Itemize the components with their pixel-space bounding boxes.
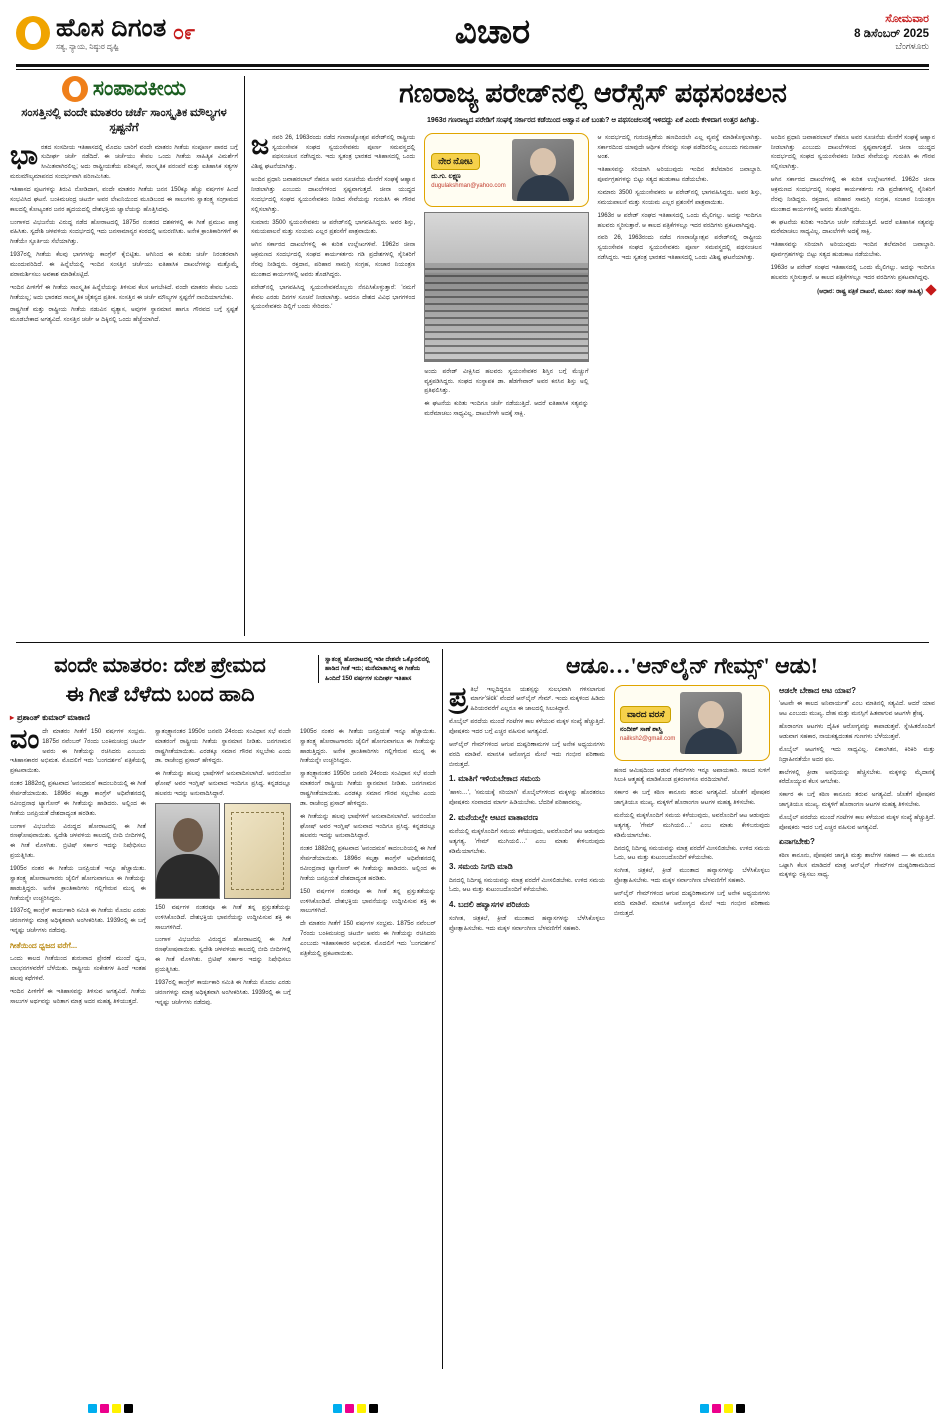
paragraph: ಬಂಗಾಳ ವಿಭಜನೆಯ ವಿರುದ್ಧದ ಹೋರಾಟದಲ್ಲಿ ಈ ಗೀತೆ ರಣಘೋಷವಾಯಿತು. ಸ್ವದೇಶಿ ಚಳವಳಿಯ ಕಾಲದಲ್ಲಿ ಬೀದಿ ಬೀದಿಗಳಲ್ಲಿ ಈ ಗೀತೆ ಮೊಳಗಿತು. ಬ್ರಿಟಿಷ್ ಸರ್ಕಾರ ಇದನ್ನು ನಿಷೇಧಿಸಲು ಪ್ರಯತ್ನಿಸಿತು. <box>10 822 146 860</box>
paragraph: ಬಂಗಾಳ ವಿಭಜನೆಯ ವಿರುದ್ಧದ ಹೋರಾಟದಲ್ಲಿ ಈ ಗೀತೆ ರಣಘೋಷವಾಯಿತು. ಸ್ವದೇಶಿ ಚಳವಳಿಯ ಕಾಲದಲ್ಲಿ ಬೀದಿ ಬೀದಿಗಳಲ್ಲಿ ಈ ಗೀತೆ ಮೊಳಗಿತು. ಬ್ರಿಟಿಷ್ ಸರ್ಕಾರ ಇದನ್ನು ನಿಷೇಧಿಸಲು ಪ್ರಯತ್ನಿಸಿತು. <box>154 936 291 974</box>
tip-item <box>449 812 605 857</box>
edition-number: ೦೯ <box>172 21 196 44</box>
paragraph: ಪರೇಡ್‌ನಲ್ಲಿ ಭಾಗವಹಿಸಿದ್ದ ಸ್ವಯಂಸೇವಕರೊಬ್ಬರು ನೆನಪಿಸಿಕೊಳ್ಳುತ್ತಾರೆ: 'ನಮಗೆ ಕೇವಲ ಎರಡು ದಿನಗಳ ಸೂಚನೆ ನೀಡಲಾಗಿತ್ತು. ಆದರೂ ದೇಶದ ವಿವಿಧ ಭಾಗಗಳಿಂದ ಸ್ವಯಂಸೇವಕರು ದಿಲ್ಲಿಗೆ ಬಂದು ಸೇರಿದರು.' <box>251 283 416 311</box>
paragraph: ಅಂದಿನ ಪ್ರಧಾನಿ ಜವಾಹರಲಾಲ್ ನೆಹರೂ ಅವರ ಸೂಚನೆಯ ಮೇರೆಗೆ ಸಂಘಕ್ಕೆ ಆಹ್ವಾನ ನೀಡಲಾಗಿತ್ತು ಎಂಬುದು ದಾಖಲೆಗಳಿಂದ ಸ್ಪಷ್ಟವಾಗುತ್ತದೆ. ಚೀನಾ ಯುದ್ಧದ ಸಂದರ್ಭದಲ್ಲಿ ಸಂಘದ ಸ್ವಯಂಸೇವಕರು ನೀಡಿದ ಸೇವೆಯನ್ನು ಗುರುತಿಸಿ ಈ ಗೌರವ ಸಲ್ಲಿಸಲಾಗಿತ್ತು. <box>770 133 935 171</box>
br-col-1 <box>449 681 605 937</box>
column-divider <box>442 649 443 1369</box>
story-headline: ಆಡೂ…'ಆನ್‌ಲೈನ್ ಗೇಮ್ಸ್' ಆಡು! <box>565 652 818 678</box>
column-divider <box>244 76 245 636</box>
bl-col-2 <box>155 727 291 1011</box>
black-mark <box>736 1404 745 1413</box>
paragraph: ಇತಿಹಾಸವನ್ನು ಸರಿಯಾಗಿ ಅರಿಯುವುದು ಇಂದಿನ ತಲೆಮಾರಿನ ಜವಾಬ್ದಾರಿ. ಪೂರ್ವಗ್ರಹಗಳನ್ನು ಬಿಟ್ಟು ಸತ್ಯದ ಹುಡುಕಾಟ ನಡೆಯಬೇಕು. <box>597 166 762 184</box>
story-note: ಸ್ವಾತಂತ್ರ್ಯ ಹೋರಾಟದಲ್ಲಿ ಇಡೀ ದೇಶವೇ ಒಕ್ಕೊರಲಿನಲ್ಲಿ ಹಾಡಿದ ಗೀತೆ ಇದು; ಮನೆಮಾತಾಗಿದ್ದ ಈ ಗೀತೆಯ ಹಿಂದಿದೆ 150 ವರ್ಷಗಳ ಸುದೀರ್ಘ ಇತಿಹಾಸ <box>318 655 436 684</box>
magenta-mark <box>712 1404 721 1413</box>
paragraph: 1963ರ ಆ ಪರೇಡ್ ಸಂಘದ ಇತಿಹಾಸದಲ್ಲಿ ಒಂದು ಮೈಲಿಗಲ್ಲು. ಅದನ್ನು ಇಂದಿಗೂ ಹಲವರು ಸ್ಮರಿಸುತ್ತಾರೆ. ಆ ಕಾಲದ ಪತ್ರಿಕೆಗಳಲ್ಲೂ ಇದರ ವರದಿಗಳು ಪ್ರಕಟವಾಗಿದ್ದವು. <box>770 264 935 281</box>
paragraph: 1963ರ ಆ ಪರೇಡ್ ಸಂಘದ ಇತಿಹಾಸದಲ್ಲಿ ಒಂದು ಮೈಲಿಗಲ್ಲು. ಅದನ್ನು ಇಂದಿಗೂ ಹಲವರು ಸ್ಮರಿಸುತ್ತಾರೆ. ಆ ಕಾಲದ ಪತ್ರಿಕೆಗಳಲ್ಲೂ ಇದರ ವರದಿಗಳು ಪ್ರಕಟವಾಗಿದ್ದವು. <box>597 211 762 229</box>
section-title: ವಿಚಾರ <box>454 14 531 51</box>
paragraph: 1937ರಲ್ಲಿ ಗೀತೆಯ ಕೆಲವು ಭಾಗಗಳನ್ನು ಕಾಂಗ್ರೆಸ್ ಕೈಬಿಟ್ಟಿತು. ಆಗಿನಿಂದ ಈ ಕುರಿತು ಚರ್ಚೆ ನಿರಂತರವಾಗಿ ಮುಂದುವರಿದಿದೆ. ಈ ಹಿನ್ನೆಲೆಯಲ್ಲಿ ಇಂದಿನ ಸಂಸತ್ತಿನ ಚರ್ಚೆಯು ಐತಿಹಾಸಿಕ ದಾಖಲೆಗಳನ್ನು ಮತ್ತೊಮ್ಮೆ ಪರಾಮರ್ಶಿಸಲು ಅವಕಾಶ ಮಾಡಿಕೊಟ್ಟಿದೆ. <box>10 251 238 278</box>
online-games-story <box>449 649 935 1369</box>
story-headline-line1: ವಂದೇ ಮಾತರಂ: ದೇಶ ಪ್ರೇಮದ <box>54 652 266 677</box>
paragraph: 1937ರಲ್ಲಿ ಕಾಂಗ್ರೆಸ್ ಕಾರ್ಯಕಾರಿ ಸಮಿತಿ ಈ ಗೀತೆಯ ಮೊದಲ ಎರಡು ಚರಣಗಳನ್ನು ಮಾತ್ರ ಅಧಿಕೃತವಾಗಿ ಅಂಗೀಕರಿಸಿತು. 1939ರಲ್ಲಿ ಈ ಬಗ್ಗೆ ಇನ್ನಷ್ಟು ಚರ್ಚೆಗಳು ನಡೆದವು. <box>10 907 146 935</box>
tip-text: ದಿನದಲ್ಲಿ ನಿರ್ದಿಷ್ಟ ಸಮಯವನ್ನು ಮಾತ್ರ ಪರದೆಗೆ ಮೀಸಲಿಡಬೇಕು. ಉಳಿದ ಸಮಯ ಓದು, ಆಟ ಮತ್ತು ಕುಟುಂಬದೊಂದಿಗೆ ಕಳೆಯಬೇಕು. <box>449 876 605 894</box>
paragraph: ಶಾಲೆಗಳಲ್ಲಿ ಕ್ರೀಡಾ ಅವಧಿಯನ್ನು ಹೆಚ್ಚಿಸಬೇಕು. ಮಕ್ಕಳನ್ನು ಮೈದಾನಕ್ಕೆ ಕರೆದೊಯ್ಯುವ ಕೆಲಸ ಆಗಬೇಕು. <box>778 768 935 786</box>
paragraph: ಮೊಬೈಲ್ ಪರದೆಯ ಮುಂದೆ ಗಂಟೆಗಳ ಕಾಲ ಕಳೆಯುವ ಮಕ್ಕಳ ಸಂಖ್ಯೆ ಹೆಚ್ಚುತ್ತಿದೆ. ಪೋಷಕರು ಇದರ ಬಗ್ಗೆ ಎಚ್ಚರ ವಹಿಸುವ ಅಗತ್ಯವಿದೆ. <box>449 718 605 735</box>
black-mark <box>124 1404 133 1413</box>
paragraph: 1937ರಲ್ಲಿ ಕಾಂಗ್ರೆಸ್ ಕಾರ್ಯಕಾರಿ ಸಮಿತಿ ಈ ಗೀತೆಯ ಮೊದಲ ಎರಡು ಚರಣಗಳನ್ನು ಮಾತ್ರ ಅಧಿಕೃತವಾಗಿ ಅಂಗೀಕರಿಸಿತು. 1939ರಲ್ಲಿ ಈ ಬಗ್ಗೆ ಇನ್ನಷ್ಟು ಚರ್ಚೆಗಳು ನಡೆದವು. <box>154 978 291 1006</box>
paragraph: 1905ರ ನಂತರ ಈ ಗೀತೆಯ ಜನಪ್ರಿಯತೆ ಇನ್ನೂ ಹೆಚ್ಚಾಯಿತು. ಸ್ವಾತಂತ್ರ್ಯ ಹೋರಾಟಗಾರರು ಜೈಲಿಗೆ ಹೋಗುವಾಗಲೂ ಈ ಗೀತೆಯನ್ನು ಹಾಡುತ್ತಿದ್ದರು. ಅನೇಕ ಕ್ರಾಂತಿಕಾರಿಗಳು ಗಲ್ಲಿಗೇರುವ ಮುನ್ನ ಈ ಗೀತೆಯನ್ನೇ ಉಚ್ಚರಿಸಿದ್ದರು. <box>10 865 146 902</box>
author-photo <box>512 139 574 201</box>
registration-marks <box>0 1404 945 1414</box>
editorial-body <box>10 139 238 329</box>
top-section <box>10 76 935 636</box>
yellow-mark <box>112 1404 121 1413</box>
lead-headline: ಗಣರಾಜ್ಯ ಪರೇಡ್‌ನಲ್ಲಿ ಆರೆಸ್ಸೆಸ್ ಪಥಸಂಚಲನ <box>399 77 787 108</box>
author-name: ದು.ಗು. ಲಕ್ಷ್ಮಣ <box>431 172 461 180</box>
editorial-subtitle: ಸಂಸತ್ತಿನಲ್ಲಿ ವಂದೇ ಮಾತರಂ ಚರ್ಚೆ ಸಾಂಸ್ಕೃತಿಕ ಮೌಲ್ಯಗಳ ಸ್ಪಷ್ಟನೆಗೆ <box>21 106 227 135</box>
cyan-mark <box>88 1404 97 1413</box>
story-dropcap: ಪ್ರ <box>449 681 468 712</box>
lead-standfirst: 1963ರ ಗಣರಾಜ್ಯದ ಪರೇಡಿಗೆ ಸಂಘಕ್ಕೆ ಸರ್ಕಾರದ ಕಡೆಯಿಂದ ಆಹ್ವಾನ ಏಕೆ ಬಂತು? ಆ ಪಥಸಂಚಲನಕ್ಕೆ ಇಳಿದದ್ದು ಏಕೆ ಎಂದು ಕೇಳಿದಾಗ ಉತ್ತರ ಹೀಗಿತ್ತು. <box>427 116 759 124</box>
paragraph: ಮೊಬೈಲ್ ಪರದೆಯ ಮುಂದೆ ಗಂಟೆಗಳ ಕಾಲ ಕಳೆಯುವ ಮಕ್ಕಳ ಸಂಖ್ಯೆ ಹೆಚ್ಚುತ್ತಿದೆ. ಪೋಷಕರು ಇದರ ಬಗ್ಗೆ ಎಚ್ಚರ ವಹಿಸುವ ಅಗತ್ಯವಿದೆ. <box>778 814 935 831</box>
paragraph: ಸರ್ಕಾರ ಈ ಬಗ್ಗೆ ಕಠಿಣ ಕಾನೂನು ತರುವ ಅಗತ್ಯವಿದೆ. ಜೊತೆಗೆ ಪೋಷಕರ ಜಾಗೃತಿಯೂ ಮುಖ್ಯ. ಮಕ್ಕಳಿಗೆ ಹೊರಾಂಗಣ ಆಟಗಳ ಮಹತ್ವ ತಿಳಿಸಬೇಕು. <box>613 789 770 807</box>
masthead-rule-thin <box>16 69 929 70</box>
tip-text: ಮನೆಯಲ್ಲಿ ಮಕ್ಕಳೊಂದಿಗೆ ಸಮಯ ಕಳೆಯುವುದು, ಅವರೊಂದಿಗೆ ಆಟ ಆಡುವುದು ಅತ್ಯಗತ್ಯ. 'ಗೇಮ್ ಮುಗಿಯಲಿ…' ಎಂಬ ಮಾತು ಕೇಳಿಬರುವುದು ಕಡಿಮೆಯಾಗಬೇಕು. <box>449 828 605 855</box>
bankim-chandra-portrait <box>155 803 220 899</box>
paragraph: ನವರಿ 26, 1963ರಂದು ನಡೆದ ಗಣರಾಜ್ಯೋತ್ಸವ ಪರೇಡ್‌ನಲ್ಲಿ ರಾಷ್ಟ್ರೀಯ ಸ್ವಯಂಸೇವಕ ಸಂಘದ ಸ್ವಯಂಸೇವಕರು ಪೂರ್ಣ ಸಮವಸ್ತ್ರದಲ್ಲಿ ಪಥಸಂಚಲನ ನಡೆಸಿದ್ದರು. ಇದು ಸ್ವತಂತ್ರ ಭಾರತದ ಇತಿಹಾಸದಲ್ಲಿ ಒಂದು ವಿಶಿಷ್ಟ ಘಟನೆಯಾಗಿತ್ತು. <box>251 133 416 171</box>
editorial-column <box>10 76 238 636</box>
tip-item <box>449 773 605 808</box>
flame-icon <box>16 16 50 50</box>
paragraph: ಸ್ವಾತಂತ್ರ್ಯಾನಂತರ 1950ರ ಜನವರಿ 24ರಂದು ಸಂವಿಧಾನ ಸಭೆ ವಂದೇ ಮಾತರಂಗೆ ರಾಷ್ಟ್ರೀಯ ಗೀತೆಯ ಸ್ಥಾನಮಾನ ನೀಡಿತು. ಜನಗಣಮನ ರಾಷ್ಟ್ರಗೀತೆಯಾಯಿತು. ಎರಡಕ್ಕೂ ಸಮಾನ ಗೌರವ ಸಲ್ಲಬೇಕು ಎಂದು ಡಾ. ರಾಜೇಂದ್ರ ಪ್ರಸಾದ್ ಹೇಳಿದ್ದರು. <box>299 770 436 807</box>
publication-tagline: ಸತ್ಯ, ನ್ಯಾಯ, ನಿಷ್ಠುರ ದೃಷ್ಟಿ <box>56 41 119 51</box>
commemorative-stamp <box>224 803 291 899</box>
paragraph: ಆನ್‌ಲೈನ್ ಗೇಮ್‌ಗಳಿಂದ ಆಗುವ ದುಷ್ಪರಿಣಾಮಗಳ ಬಗ್ಗೆ ಅನೇಕ ಅಧ್ಯಯನಗಳು ವರದಿ ಮಾಡಿವೆ. ಮಾನಸಿಕ ಆರೋಗ್ಯದ ಮೇಲೆ ಇದು ಗಂಭೀರ ಪರಿಣಾಮ ಬೀರುತ್ತದೆ. <box>449 740 605 768</box>
author-byline <box>10 713 436 723</box>
tip-item <box>449 861 605 896</box>
byline-card[interactable] <box>424 133 588 207</box>
paragraph: ನಂತರ 1882ರಲ್ಲಿ ಪ್ರಕಟವಾದ 'ಆನಂದಮಠ' ಕಾದಂಬರಿಯಲ್ಲಿ ಈ ಗೀತೆ ಸೇರ್ಪಡೆಯಾಯಿತು. 1896ರ ಕಲ್ಕತ್ತಾ ಕಾಂಗ್ರೆಸ್ ಅಧಿವೇಶನದಲ್ಲಿ ರವೀಂದ್ರನಾಥ ಟ್ಯಾಗೋರ್ ಈ ಗೀತೆಯನ್ನು ಹಾಡಿದರು. ಅಲ್ಲಿಂದ ಈ ಗೀತೆಯ ಜನಪ್ರಿಯತೆ ದೇಶದಾದ್ಯಂತ ಹರಡಿತು. <box>10 780 146 817</box>
editorial-dropcap: ಭಾ <box>10 139 38 170</box>
place: ಬೆಂಗಳೂರು <box>895 41 929 52</box>
lead-dropcap: ಜ <box>251 129 270 160</box>
magenta-mark <box>345 1404 354 1413</box>
paragraph: ಒಂದು ಕಾಲದ ಗೀತೆಯಿಂದ ಶುರುವಾದ ಪ್ರೇರಣೆ ಮುಂದೆ ಧ್ವಜ, ಲಾಂಛನಗಳವರೆಗೆ ಬೆಳೆಯಿತು. ರಾಷ್ಟ್ರೀಯ ಸಂಕೇತಗಳ ಹಿಂದೆ ಇಂತಹ ಹಲವು ಕಥೆಗಳಿವೆ. <box>10 955 146 982</box>
paragraph: ಮೊಬೈಲ್ ಆಟಗಳಲ್ಲಿ ಇದು ಸಾಧ್ಯವಿಲ್ಲ. ಏಕಾಂಗಿತನ, ಕಿರಿಕಿರಿ ಮತ್ತು ನಿದ್ರಾಹೀನತೆಯೇ ಅದರ ಫಲ. <box>778 745 935 763</box>
paragraph: ಹೊರಾಂಗಣ ಆಟಗಳು ದೈಹಿಕ ಆರೋಗ್ಯವನ್ನು ಕಾಪಾಡುತ್ತವೆ. ಸ್ನೇಹಿತರೊಂದಿಗೆ ಆಡುವಾಗ ಸಹಕಾರ, ನಾಯಕತ್ವದಂತಹ ಗುಣಗಳು ಬೆಳೆಯುತ್ತವೆ. <box>778 723 935 741</box>
paragraph: ದೇ ಮಾತರಂ ಗೀತೆಗೆ 150 ವರ್ಷಗಳ ಸಂಭ್ರಮ. 1875ರ ನವೆಂಬರ್ 7ರಂದು ಬಂಕಿಮಚಂದ್ರ ಚಟರ್ಜಿ ಅವರು ಈ ಗೀತೆಯನ್ನು ರಚಿಸಿದರು ಎಂಬುದು ಇತಿಹಾಸಕಾರರ ಅಭಿಮತ. ಮೊದಲಿಗೆ ಇದು 'ಬಂಗದರ್ಶನ' ಪತ್ರಿಕೆಯಲ್ಲಿ ಪ್ರಕಟವಾಯಿತು. <box>10 727 146 775</box>
paragraph: ಇಂದಿನ ಪೀಳಿಗೆಗೆ ಈ ಗೀತೆಯ ಸಾಂಸ್ಕೃತಿಕ ಹಿನ್ನೆಲೆಯನ್ನು ತಿಳಿಸುವ ಕೆಲಸ ಆಗಬೇಕಿದೆ. ವಂದೇ ಮಾತರಂ ಕೇವಲ ಒಂದು ಗೀತೆಯಲ್ಲ; ಅದು ಭಾರತದ ಸಾಂಸ್ಕೃತಿಕ ಚೈತನ್ಯದ ಪ್ರತೀಕ. ಸಂಸತ್ತಿನ ಈ ಚರ್ಚೆ ಮೌಲ್ಯಗಳ ಸ್ಪಷ್ಟನೆಗೆ ನಾಂದಿಯಾಗಬೇಕು. <box>10 283 238 301</box>
paragraph: 150 ವರ್ಷಗಳ ನಂತರವೂ ಈ ಗೀತೆ ತನ್ನ ಪ್ರಸ್ತುತತೆಯನ್ನು ಉಳಿಸಿಕೊಂಡಿದೆ. ದೇಶಭಕ್ತಿಯ ಭಾವನೆಯನ್ನು ಉದ್ದೀಪಿಸುವ ಶಕ್ತಿ ಈ ಸಾಲುಗಳಿಗಿದೆ. <box>299 887 436 915</box>
parade-photo <box>424 212 588 362</box>
paragraph: ಈ ಘಟನೆಯ ಕುರಿತು ಇಂದಿಗೂ ಚರ್ಚೆ ನಡೆಯುತ್ತಿದೆ. ಆದರೆ ಐತಿಹಾಸಿಕ ಸತ್ಯವನ್ನು ಮರೆಮಾಚಲು ಸಾಧ್ಯವಿಲ್ಲ. ದಾಖಲೆಗಳೇ ಅದಕ್ಕೆ ಸಾಕ್ಷಿ. <box>424 400 589 418</box>
paragraph: ಸುಮಾರು 3500 ಸ್ವಯಂಸೇವಕರು ಆ ಪರೇಡ್‌ನಲ್ಲಿ ಭಾಗವಹಿಸಿದ್ದರು. ಅವರ ಶಿಸ್ತು, ಸಮಯಪಾಲನೆ ಮತ್ತು ಸಂಯಮ ಎಲ್ಲರ ಪ್ರಶಂಸೆಗೆ ಪಾತ್ರವಾಯಿತು. <box>597 189 762 206</box>
closing-headline: ಏನಾಗಬೇಕು? <box>778 836 815 846</box>
column-tag: ನೇರ ನೋಟ <box>431 153 480 170</box>
magenta-mark <box>100 1404 109 1413</box>
tip-title: 1. ಮಾತಿಗೆ ಇಳಿಯಬೇಕಾದ ಸಮಯ <box>449 774 541 784</box>
paragraph: ಈ ಘಟನೆಯ ಕುರಿತು ಇಂದಿಗೂ ಚರ್ಚೆ ನಡೆಯುತ್ತಿದೆ. ಆದರೆ ಐತಿಹಾಸಿಕ ಸತ್ಯವನ್ನು ಮರೆಮಾಚಲು ಸಾಧ್ಯವಿಲ್ಲ. ದಾಖಲೆಗಳೇ ಅದಕ್ಕೆ ಸಾಕ್ಷಿ. <box>770 218 935 236</box>
weekday: ಸೋಮವಾರ <box>885 13 929 26</box>
bl-col-3 <box>300 727 436 1011</box>
lead-col-2 <box>424 133 588 422</box>
tip-text: ಸಂಗೀತ, ಚಿತ್ರಕಲೆ, ಕ್ರೀಡೆ ಮುಂತಾದ ಹವ್ಯಾಸಗಳನ್ನು ಬೆಳೆಸಿಕೊಳ್ಳಲು ಪ್ರೋತ್ಸಾಹಿಸಬೇಕು. ಇದು ಮಕ್ಕಳ ಸರ್ವಾಂಗೀಣ ಬೆಳವಣಿಗೆಗೆ ಸಹಕಾರಿ. <box>449 915 605 933</box>
paragraph: ಆ ಸಂದರ್ಭದಲ್ಲಿ ಗುರುದಕ್ಷಿಣೆಯ ಹಣದಿಂದಲೇ ಎಲ್ಲ ವ್ಯವಸ್ಥೆ ಮಾಡಿಕೊಳ್ಳಲಾಗಿತ್ತು. ಸರ್ಕಾರದಿಂದ ಯಾವುದೇ ಆರ್ಥಿಕ ನೆರವನ್ನು ಸಂಘ ಪಡೆದಿರಲಿಲ್ಲ ಎಂಬುದು ಗಮನಾರ್ಹ ಅಂಶ. <box>597 133 762 161</box>
paragraph: ಸುಮಾರು 3500 ಸ್ವಯಂಸೇವಕರು ಆ ಪರೇಡ್‌ನಲ್ಲಿ ಭಾಗವಹಿಸಿದ್ದರು. ಅವರ ಶಿಸ್ತು, ಸಮಯಪಾಲನೆ ಮತ್ತು ಸಂಯಮ ಎಲ್ಲರ ಪ್ರಶಂಸೆಗೆ ಪಾತ್ರವಾಯಿತು. <box>251 218 416 236</box>
tip-item <box>449 899 605 934</box>
publication-logo[interactable] <box>16 16 266 51</box>
paragraph: ಇಂದಿನ ಪೀಳಿಗೆಗೆ ಈ ಇತಿಹಾಸವನ್ನು ತಿಳಿಸುವ ಅಗತ್ಯವಿದೆ. ಗೀತೆಯ ಸಾಲುಗಳ ಅರ್ಥವನ್ನು ಅರಿತಾಗ ಮಾತ್ರ ಅದರ ಮಹತ್ವ ತಿಳಿಯುತ್ತದೆ. <box>10 987 146 1005</box>
bottom-section <box>10 649 935 1369</box>
paragraph: ರಾಷ್ಟ್ರಗೀತೆ ಮತ್ತು ರಾಷ್ಟ್ರೀಯ ಗೀತೆಯ ನಡುವಿನ ವ್ಯತ್ಯಾಸ, ಅವುಗಳ ಸ್ಥಾನಮಾನ ಹಾಗೂ ಗೌರವದ ಬಗ್ಗೆ ಸ್ಪಷ್ಟತೆ ಮೂಡಬೇಕಾದ ಅಗತ್ಯವಿದೆ. ಸಂಸತ್ತಿನ ಚರ್ಚೆ ಆ ದಿಕ್ಕಿನಲ್ಲಿ ಒಂದು ಹೆಜ್ಜೆಯಾಗಿದೆ. <box>10 306 238 324</box>
lead-col-3 <box>598 133 762 422</box>
paragraph: ಸ್ವಾತಂತ್ರ್ಯಾನಂತರ 1950ರ ಜನವರಿ 24ರಂದು ಸಂವಿಧಾನ ಸಭೆ ವಂದೇ ಮಾತರಂಗೆ ರಾಷ್ಟ್ರೀಯ ಗೀತೆಯ ಸ್ಥಾನಮಾನ ನೀಡಿತು. ಜನಗಣಮನ ರಾಷ್ಟ್ರಗೀತೆಯಾಯಿತು. ಎರಡಕ್ಕೂ ಸಮಾನ ಗೌರವ ಸಲ್ಲಬೇಕು ಎಂದು ಡಾ. ರಾಜೇಂದ್ರ ಪ್ರಸಾದ್ ಹೇಳಿದ್ದರು. <box>154 727 291 765</box>
publication-title: ಹೊಸ ದಿಗಂತ <box>56 14 167 42</box>
br-col-3 <box>779 685 935 937</box>
tip-text: 'ಹಾಳು…', 'ಸಮಯಕ್ಕೆ ಸರಿಯಾಗಿ' ಮೊಬೈಲ್‌ಗಳಿಂದ ಮಕ್ಕಳನ್ನು ಹೊರತರಲು ಪೋಷಕರು ಸಂವಾದದ ಮಾರ್ಗ ಹಿಡಿಯಬೇಕು. ಬೆದರಿಕೆ ಪರಿಹಾರವಲ್ಲ. <box>449 789 605 807</box>
paragraph: ಬಂಗಾಳದ ವಿಭಜನೆಯ ವಿರುದ್ಧ ನಡೆದ ಹೋರಾಟದಲ್ಲಿ 1875ರ ನಂತರದ ದಶಕಗಳಲ್ಲಿ ಈ ಗೀತೆ ಪ್ರಮುಖ ಪಾತ್ರ ವಹಿಸಿತು. ಸ್ವದೇಶಿ ಚಳವಳಿಯ ಸಂದರ್ಭದಲ್ಲಿ ಇದು ಜನಸಾಮಾನ್ಯರ ಕಂಠದಲ್ಲಿ ಅನುರಣಿಸಿತು. ಅನೇಕ ಕ್ರಾಂತಿಕಾರಿಗಳಿಗೆ ಈ ಗೀತೆಯೇ ಸ್ಫೂರ್ತಿಯ ಸೆಲೆಯಾಗಿತ್ತು. <box>10 218 238 246</box>
masthead <box>10 0 935 62</box>
paragraph: 1905ರ ನಂತರ ಈ ಗೀತೆಯ ಜನಪ್ರಿಯತೆ ಇನ್ನೂ ಹೆಚ್ಚಾಯಿತು. ಸ್ವಾತಂತ್ರ್ಯ ಹೋರಾಟಗಾರರು ಜೈಲಿಗೆ ಹೋಗುವಾಗಲೂ ಈ ಗೀತೆಯನ್ನು ಹಾಡುತ್ತಿದ್ದರು. ಅನೇಕ ಕ್ರಾಂತಿಕಾರಿಗಳು ಗಲ್ಲಿಗೇರುವ ಮುನ್ನ ಈ ಗೀತೆಯನ್ನೇ ಉಚ್ಚರಿಸಿದ್ದರು. <box>299 727 436 765</box>
story-headline-line2: ಈ ಗೀತೆ ಬೆಳೆದು ಬಂದ ಹಾದಿ <box>65 681 255 706</box>
author-email[interactable]: dugulakshman@yahoo.com <box>431 182 506 189</box>
yellow-mark <box>357 1404 366 1413</box>
paragraph: ಅಂದಿನ ಪ್ರಧಾನಿ ಜವಾಹರಲಾಲ್ ನೆಹರೂ ಅವರ ಸೂಚನೆಯ ಮೇರೆಗೆ ಸಂಘಕ್ಕೆ ಆಹ್ವಾನ ನೀಡಲಾಗಿತ್ತು ಎಂಬುದು ದಾಖಲೆಗಳಿಂದ ಸ್ಪಷ್ಟವಾಗುತ್ತದೆ. ಚೀನಾ ಯುದ್ಧದ ಸಂದರ್ಭದಲ್ಲಿ ಸಂಘದ ಸ್ವಯಂಸೇವಕರು ನೀಡಿದ ಸೇವೆಯನ್ನು ಗುರುತಿಸಿ ಈ ಗೌರವ ಸಲ್ಲಿಸಲಾಗಿತ್ತು. <box>251 176 416 213</box>
author-email[interactable]: nailksh2@gmail.com <box>619 735 676 742</box>
lead-col-1 <box>251 129 416 422</box>
date-block <box>719 13 929 52</box>
editorial-header <box>10 76 238 102</box>
cyan-mark <box>700 1404 709 1413</box>
flame-icon <box>62 76 88 102</box>
paragraph: ಇತಿಹಾಸದ ಪುಟಗಳನ್ನು ತಿರುವಿ ನೋಡಿದಾಗ, ವಂದೇ ಮಾತರಂ ಗೀತೆಯ ಜನನ 150ಕ್ಕೂ ಹೆಚ್ಚು ವರ್ಷಗಳ ಹಿಂದೆ ಸಂಭವಿಸಿದ ಘಟನೆ. ಬಂಕಿಮಚಂದ್ರ ಚಟರ್ಜಿ ಅವರ ಲೇಖನಿಯಿಂದ ಮೂಡಿಬಂದ ಈ ಸಾಲುಗಳು ಸ್ವಾತಂತ್ರ್ಯ ಸಂಗ್ರಾಮದ ಕಾಲದಲ್ಲಿ ಕೋಟ್ಯಂತರ ಜನರ ಹೃದಯದಲ್ಲಿ ದೇಶಭಕ್ತಿಯ ಜ್ವಾಲೆಯನ್ನು ಹೊತ್ತಿಸಿದವು. <box>10 185 238 213</box>
tip-title: 4. ಬದಲಿ ಹವ್ಯಾಸಗಳ ಪರಿಚಯ <box>449 900 530 910</box>
editorial-title: ಸಂಪಾದಕೀಯ <box>92 76 187 100</box>
lead-story <box>251 76 935 636</box>
date: 8 ಡಿಸೆಂಬರ್ 2025 <box>854 28 929 41</box>
paragraph: 150 ವರ್ಷಗಳ ನಂತರವೂ ಈ ಗೀತೆ ತನ್ನ ಪ್ರಸ್ತುತತೆಯನ್ನು ಉಳಿಸಿಕೊಂಡಿದೆ. ದೇಶಭಕ್ತಿಯ ಭಾವನೆಯನ್ನು ಉದ್ದೀಪಿಸುವ ಶಕ್ತಿ ಈ ಸಾಲುಗಳಿಗಿದೆ. <box>154 903 291 931</box>
section-divider <box>16 642 929 643</box>
paragraph: ಈ ಗೀತೆಯನ್ನು ಹಲವು ಭಾಷೆಗಳಿಗೆ ಅನುವಾದಿಸಲಾಗಿದೆ. ಅರಬಿಂದೋ ಘೋಷ್ ಅವರ ಇಂಗ್ಲಿಷ್ ಅನುವಾದ ಇಂದಿಗೂ ಪ್ರಸಿದ್ಧ. ಕನ್ನಡದಲ್ಲೂ ಹಲವರು ಇದನ್ನು ಅನುವಾದಿಸಿದ್ದಾರೆ. <box>154 770 291 798</box>
paragraph: ಅಂದು ಪರೇಡ್ ವೀಕ್ಷಿಸಿದ ಹಲವರು ಸ್ವಯಂಸೇವಕರ ಶಿಸ್ತಿನ ಬಗ್ಗೆ ಮೆಚ್ಚುಗೆ ವ್ಯಕ್ತಪಡಿಸಿದ್ದರು. ಸಂಘದ ಸಂಸ್ಥಾಪಕ ಡಾ. ಹೆಡಗೇವಾರ್ ಅವರ ಕನಸಿನ ಶಿಸ್ತು ಅಲ್ಲಿ ಪ್ರತಿಫಲಿಸಿತ್ತು. <box>424 367 589 395</box>
paragraph: ರತದ ಸಂಸದೀಯ ಇತಿಹಾಸದಲ್ಲಿ ಮೊದಲ ಬಾರಿಗೆ ವಂದೇ ಮಾತರಂ ಗೀತೆಯ ಸಂಪೂರ್ಣ ಪಾಠದ ಬಗ್ಗೆ ಸುದೀರ್ಘ ಚರ್ಚೆ ನಡೆದಿದೆ. ಈ ಚರ್ಚೆಯು ಕೇವಲ ಒಂದು ಗೀತೆಯ ಸಾಹಿತ್ಯಿಕ ವಿಮರ್ಶೆಗೆ ಸೀಮಿತವಾಗಿರಲಿಲ್ಲ; ಅದು ರಾಷ್ಟ್ರೀಯತೆಯ ಪರಿಕಲ್ಪನೆ, ಸಾಂಸ್ಕೃತಿಕ ಪರಂಪರೆ ಮತ್ತು ಐತಿಹಾಸಿಕ ಸತ್ಯಗಳ ಮರುಮೌಲ್ಯಮಾಪನದ ಸಂದರ್ಭವಾಗಿ ಪರಿಣಮಿಸಿತು. <box>10 143 238 181</box>
paragraph: ದಿನದಲ್ಲಿ ನಿರ್ದಿಷ್ಟ ಸಮಯವನ್ನು ಮಾತ್ರ ಪರದೆಗೆ ಮೀಸಲಿಡಬೇಕು. ಉಳಿದ ಸಮಯ ಓದು, ಆಟ ಮತ್ತು ಕುಟುಂಬದೊಂದಿಗೆ ಕಳೆಯಬೇಕು. <box>613 844 770 862</box>
paragraph: ನಂತರ 1882ರಲ್ಲಿ ಪ್ರಕಟವಾದ 'ಆನಂದಮಠ' ಕಾದಂಬರಿಯಲ್ಲಿ ಈ ಗೀತೆ ಸೇರ್ಪಡೆಯಾಯಿತು. 1896ರ ಕಲ್ಕತ್ತಾ ಕಾಂಗ್ರೆಸ್ ಅಧಿವೇಶನದಲ್ಲಿ ರವೀಂದ್ರನಾಥ ಟ್ಯಾಗೋರ್ ಈ ಗೀತೆಯನ್ನು ಹಾಡಿದರು. ಅಲ್ಲಿಂದ ಈ ಗೀತೆಯ ಜನಪ್ರಿಯತೆ ದೇಶದಾದ್ಯಂತ ಹರಡಿತು. <box>299 845 436 882</box>
byline-card[interactable] <box>614 685 770 761</box>
story-dropcap: ವಂ <box>10 723 40 754</box>
paragraph: ಸರ್ಕಾರ ಈ ಬಗ್ಗೆ ಕಠಿಣ ಕಾನೂನು ತರುವ ಅಗತ್ಯವಿದೆ. ಜೊತೆಗೆ ಪೋಷಕರ ಜಾಗೃತಿಯೂ ಮುಖ್ಯ. ಮಕ್ಕಳಿಗೆ ಹೊರಾಂಗಣ ಆಟಗಳ ಮಹತ್ವ ತಿಳಿಸಬೇಕು. <box>778 791 935 809</box>
paragraph: ತಿಭೆ ಇಲ್ಲದಿದ್ದರೂ ಯಶಸ್ಸನ್ನು ಸುಲಭವಾಗಿ ಗಳಿಸಲಾಗುವ ಮಾರ್ಗ'sick' ವೆಂದರೆ ಆನ್‌ಲೈನ್ ಗೇಮ್. ಇಂದು ಮಕ್ಕಳಿಂದ ಹಿಡಿದು ಹಿರಿಯರವರೆಗೆ ಎಲ್ಲರೂ ಈ ಜಾಲದಲ್ಲಿ ಸಿಲುಕಿದ್ದಾರೆ. <box>470 685 605 713</box>
source-note: (ಆಧಾರ: ರಾಷ್ಟ್ರ ಪತ್ರಿಕೆ ದಾಖಲೆ, ಮೂಲ: ಸಂಘ ಸಾಹಿತ್ಯ) <box>817 288 923 295</box>
tip-title: 2. ಮನೆಯಲ್ಲೇ ಆಟದ ವಾತಾವರಣ <box>449 813 539 823</box>
paragraph: ಇತಿಹಾಸವನ್ನು ಸರಿಯಾಗಿ ಅರಿಯುವುದು ಇಂದಿನ ತಲೆಮಾರಿನ ಜವಾಬ್ದಾರಿ. ಪೂರ್ವಗ್ರಹಗಳನ್ನು ಬಿಟ್ಟು ಸತ್ಯದ ಹುಡುಕಾಟ ನಡೆಯಬೇಕು. <box>770 241 935 259</box>
end-diamond-icon <box>925 284 936 295</box>
paragraph: ಆಗಿನ ಸರ್ಕಾರದ ದಾಖಲೆಗಳಲ್ಲಿ ಈ ಕುರಿತ ಉಲ್ಲೇಖಗಳಿವೆ. 1962ರ ಚೀನಾ ಆಕ್ರಮಣದ ಸಂದರ್ಭದಲ್ಲಿ ಸಂಘದ ಕಾರ್ಯಕರ್ತರು ಗಡಿ ಪ್ರದೇಶಗಳಲ್ಲಿ ಸೈನಿಕರಿಗೆ ನೆರವು ನೀಡಿದ್ದರು. ರಕ್ತದಾನ, ಪರಿಹಾರ ಸಾಮಗ್ರಿ ಸಂಗ್ರಹ, ಸಂಚಾರ ನಿಯಂತ್ರಣ ಮುಂತಾದ ಕಾರ್ಯಗಳಲ್ಲಿ ಅವರು ತೊಡಗಿದ್ದರು. <box>770 176 935 213</box>
paragraph: ಸಂಗೀತ, ಚಿತ್ರಕಲೆ, ಕ್ರೀಡೆ ಮುಂತಾದ ಹವ್ಯಾಸಗಳನ್ನು ಬೆಳೆಸಿಕೊಳ್ಳಲು ಪ್ರೋತ್ಸಾಹಿಸಬೇಕು. ಇದು ಮಕ್ಕಳ ಸರ್ವಾಂಗೀಣ ಬೆಳವಣಿಗೆಗೆ ಸಹಕಾರಿ. <box>613 867 770 885</box>
black-mark <box>369 1404 378 1413</box>
tip-title: 3. ಸಮಯ ನಿಗದಿ ಮಾಡಿ <box>449 861 513 871</box>
side-headline: ಆಡಲೇ ಬೇಕಾದ ಆಟ ಯಾವ? <box>778 685 857 695</box>
bl-col-1 <box>10 723 146 1011</box>
paragraph: ಕಠಿಣ ಕಾನೂನು, ಪೋಷಕರ ಜಾಗೃತಿ ಮತ್ತು ಶಾಲೆಗಳ ಸಹಕಾರ — ಈ ಮೂರೂ ಒಟ್ಟಾಗಿ ಕೆಲಸ ಮಾಡಿದರೆ ಮಾತ್ರ ಆನ್‌ಲೈನ್ ಗೇಮ್‌ಗಳ ದುಷ್ಪರಿಣಾಮದಿಂದ ಮಕ್ಕಳನ್ನು ರಕ್ಷಿಸಲು ಸಾಧ್ಯ. <box>778 851 935 879</box>
paragraph: ನವರಿ 26, 1963ರಂದು ನಡೆದ ಗಣರಾಜ್ಯೋತ್ಸವ ಪರೇಡ್‌ನಲ್ಲಿ ರಾಷ್ಟ್ರೀಯ ಸ್ವಯಂಸೇವಕ ಸಂಘದ ಸ್ವಯಂಸೇವಕರು ಪೂರ್ಣ ಸಮವಸ್ತ್ರದಲ್ಲಿ ಪಥಸಂಚಲನ ನಡೆಸಿದ್ದರು. ಇದು ಸ್ವತಂತ್ರ ಭಾರತದ ಇತಿಹಾಸದಲ್ಲಿ ಒಂದು ವಿಶಿಷ್ಟ ಘಟನೆಯಾಗಿತ್ತು. <box>597 234 762 262</box>
cyan-mark <box>333 1404 342 1413</box>
vande-mataram-story <box>10 649 436 1369</box>
sub-headline: ಗೀತೆಯಿಂದ ಧ್ವಜದ ವರೆಗೆ... <box>10 941 78 951</box>
paragraph: ಆನ್‌ಲೈನ್ ಗೇಮ್‌ಗಳಿಂದ ಆಗುವ ದುಷ್ಪರಿಣಾಮಗಳ ಬಗ್ಗೆ ಅನೇಕ ಅಧ್ಯಯನಗಳು ವರದಿ ಮಾಡಿವೆ. ಮಾನಸಿಕ ಆರೋಗ್ಯದ ಮೇಲೆ ಇದು ಗಂಭೀರ ಪರಿಣಾಮ ಬೀರುತ್ತದೆ. <box>613 889 770 917</box>
author-name: ನಂದೀಶ್ ಸಾಣೆ ಶಾಸ್ತ್ರಿ <box>619 725 663 733</box>
author-name: ಪ್ರಶಾಂತ್ ಕುಮಾರ್ ಮಾಕಾಣಿ <box>17 712 90 722</box>
paragraph: ಮನೆಯಲ್ಲಿ ಮಕ್ಕಳೊಂದಿಗೆ ಸಮಯ ಕಳೆಯುವುದು, ಅವರೊಂದಿಗೆ ಆಟ ಆಡುವುದು ಅತ್ಯಗತ್ಯ. 'ಗೇಮ್ ಮುಗಿಯಲಿ…' ಎಂಬ ಮಾತು ಕೇಳಿಬರುವುದು ಕಡಿಮೆಯಾಗಬೇಕು. <box>613 811 770 839</box>
paragraph: 'ಆಟವೇ ಈ ಕಾಲದ ಅನಿವಾರ್ಯತೆ' ಎಂಬ ಮಾತಿನಲ್ಲಿ ಸತ್ಯವಿದೆ. ಆದರೆ ಯಾವ ಆಟ ಎಂಬುದು ಮುಖ್ಯ. ದೇಹ ಮತ್ತು ಮನಸ್ಸಿಗೆ ಹಿತವಾಗುವ ಆಟಗಳೇ ಶ್ರೇಷ್ಠ. <box>778 700 935 718</box>
column-tag: ವಾರದ ವರಸೆ <box>620 706 671 723</box>
lead-col-4 <box>771 133 935 422</box>
caret-icon: ▸ <box>10 712 15 722</box>
yellow-mark <box>724 1404 733 1413</box>
paragraph: ಈ ಗೀತೆಯನ್ನು ಹಲವು ಭಾಷೆಗಳಿಗೆ ಅನುವಾದಿಸಲಾಗಿದೆ. ಅರಬಿಂದೋ ಘೋಷ್ ಅವರ ಇಂಗ್ಲಿಷ್ ಅನುವಾದ ಇಂದಿಗೂ ಪ್ರಸಿದ್ಧ. ಕನ್ನಡದಲ್ಲೂ ಹಲವರು ಇದನ್ನು ಅನುವಾದಿಸಿದ್ದಾರೆ. <box>299 812 436 840</box>
masthead-rule <box>16 64 929 67</box>
br-col-2 <box>614 685 770 937</box>
paragraph: ಹಣದ ಆಮಿಷದಿಂದ ಆಡುವ ಗೇಮ್‌ಗಳು ಇನ್ನೂ ಅಪಾಯಕಾರಿ. ಸಾಲದ ಸುಳಿಗೆ ಸಿಲುಕಿ ಆತ್ಮಹತ್ಯೆ ಮಾಡಿಕೊಂಡ ಪ್ರಕರಣಗಳೂ ವರದಿಯಾಗಿವೆ. <box>613 766 770 784</box>
paragraph: ಆಗಿನ ಸರ್ಕಾರದ ದಾಖಲೆಗಳಲ್ಲಿ ಈ ಕುರಿತ ಉಲ್ಲೇಖಗಳಿವೆ. 1962ರ ಚೀನಾ ಆಕ್ರಮಣದ ಸಂದರ್ಭದಲ್ಲಿ ಸಂಘದ ಕಾರ್ಯಕರ್ತರು ಗಡಿ ಪ್ರದೇಶಗಳಲ್ಲಿ ಸೈನಿಕರಿಗೆ ನೆರವು ನೀಡಿದ್ದರು. ರಕ್ತದಾನ, ಪರಿಹಾರ ಸಾಮಗ್ರಿ ಸಂಗ್ರಹ, ಸಂಚಾರ ನಿಯಂತ್ರಣ ಮುಂತಾದ ಕಾರ್ಯಗಳಲ್ಲಿ ಅವರು ತೊಡಗಿದ್ದರು. <box>251 241 416 278</box>
paragraph: ದೇ ಮಾತರಂ ಗೀತೆಗೆ 150 ವರ್ಷಗಳ ಸಂಭ್ರಮ. 1875ರ ನವೆಂಬರ್ 7ರಂದು ಬಂಕಿಮಚಂದ್ರ ಚಟರ್ಜಿ ಅವರು ಈ ಗೀತೆಯನ್ನು ರಚಿಸಿದರು ಎಂಬುದು ಇತಿಹಾಸಕಾರರ ಅಭಿಮತ. ಮೊದಲಿಗೆ ಇದು 'ಬಂಗದರ್ಶನ' ಪತ್ರಿಕೆಯಲ್ಲಿ ಪ್ರಕಟವಾಯಿತು. <box>299 920 436 957</box>
author-photo <box>680 692 742 754</box>
